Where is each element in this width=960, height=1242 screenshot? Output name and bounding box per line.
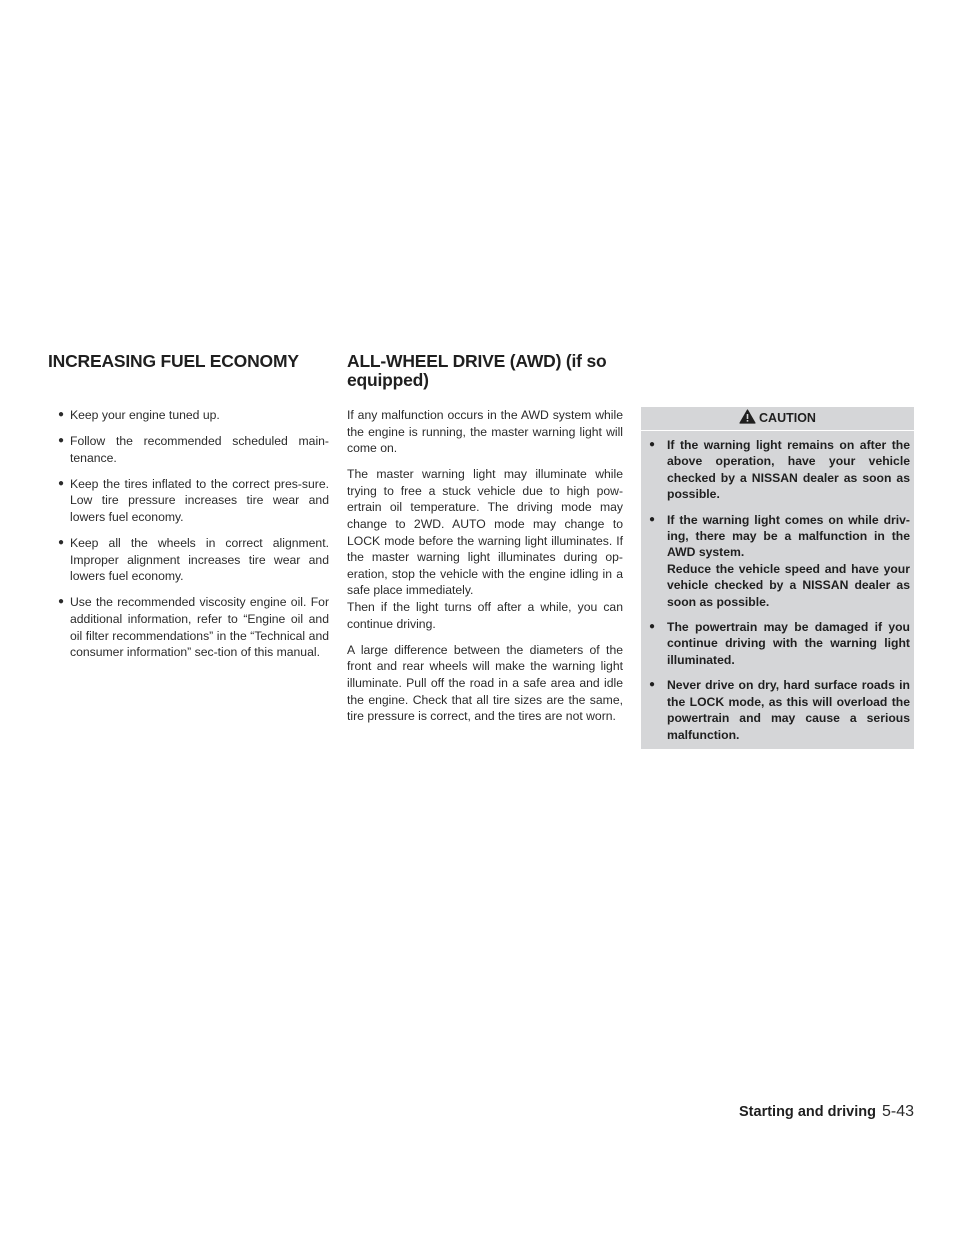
warning-triangle-icon [739, 409, 759, 429]
bullet-icon: ● [58, 477, 65, 489]
list-item-text: Follow the recommended scheduled main-tenance. [70, 434, 329, 465]
list-item [48, 594, 329, 660]
bullet-icon: ● [649, 513, 656, 525]
bullet-icon: ● [649, 679, 656, 691]
caution-item-text: The powertrain may be damaged if you continue driving with the warning light illuminated. [667, 620, 910, 667]
caution-list [645, 437, 910, 743]
footer-section-title: Starting and driving [739, 1104, 876, 1120]
page-number: 5-43 [881, 1103, 914, 1120]
fuel-economy-column [48, 407, 329, 670]
caution-item-text: If the warning light comes on while driv-ing, there may be a malfunction in the AWD system. [667, 512, 910, 560]
awd-paragraph: A large difference between the diameters of the front and rear wheels will make the warning light illuminate. Pull off the road in a safe area and idle the engine. Check that all tire sizes are the same, tire pressure is correct, and the tires are not worn. [347, 642, 623, 724]
caution-item [645, 437, 910, 503]
bullet-icon: ● [58, 409, 65, 420]
list-item-text: Keep your engine tuned up. [70, 408, 220, 422]
bullet-icon: ● [649, 439, 656, 450]
section-heading-awd: ALL-WHEEL DRIVE (AWD) (if so equipped) [347, 351, 607, 390]
awd-paragraph: If any malfunction occurs in the AWD system while the engine is running, the master warning light will come on. [347, 408, 623, 456]
list-item-text: Use the recommended viscosity engine oil. For additional information, refer to “Engine oil and oil filter recommendations” in the “Technical and consumer information” sec-tion of this manual. [70, 595, 329, 660]
caution-title: CAUTION [759, 411, 816, 426]
list-item [48, 433, 329, 466]
list-item [48, 476, 329, 526]
bullet-icon: ● [649, 621, 656, 633]
page-footer [739, 1103, 914, 1121]
list-item [48, 407, 329, 424]
caution-item [645, 619, 910, 668]
caution-item-text: If the warning light remains on after the above operation, have your vehicle checked by a NISSAN dealer as soon as possible. [667, 438, 910, 502]
caution-box [641, 407, 914, 749]
awd-paragraph: Then if the light turns off after a while, you can continue driving. [347, 600, 623, 631]
bullet-icon: ● [58, 435, 65, 447]
awd-paragraph: The master warning light may illuminate while trying to free a stuck vehicle due to high pow-ertrain oil temperature. The driving mode may change to 2WD. AUTO mode may change to LOCK mode before the warning light illuminates. If the master warning light illuminates during op-eration, stop the vehicle with the engine idling in a safe place immediately. [347, 467, 623, 598]
caution-header [641, 407, 914, 431]
list-item-text: Keep all the wheels in correct alignment. Improper alignment increases tire wear and lowers fuel economy. [70, 536, 329, 584]
bullet-icon: ● [58, 537, 65, 549]
awd-column [347, 407, 623, 734]
fuel-tips-list [48, 407, 329, 661]
caution-item [645, 512, 910, 610]
caution-column [641, 407, 914, 749]
bullet-icon: ● [58, 596, 65, 608]
caution-item [645, 677, 910, 743]
list-item-text: Keep the tires inflated to the correct pres-sure. Low tire pressure increases tire wear and lowers fuel economy. [70, 476, 329, 524]
list-item [48, 535, 329, 585]
caution-item-text: Never drive on dry, hard surface roads in the LOCK mode, as this will overload the powertrain and may cause a serious malfunction. [667, 678, 910, 742]
section-heading-fuel-economy: INCREASING FUEL ECONOMY [48, 351, 299, 371]
caution-item-extra: Reduce the vehicle speed and have your vehicle checked by a NISSAN dealer as soon as possible. [667, 561, 910, 609]
